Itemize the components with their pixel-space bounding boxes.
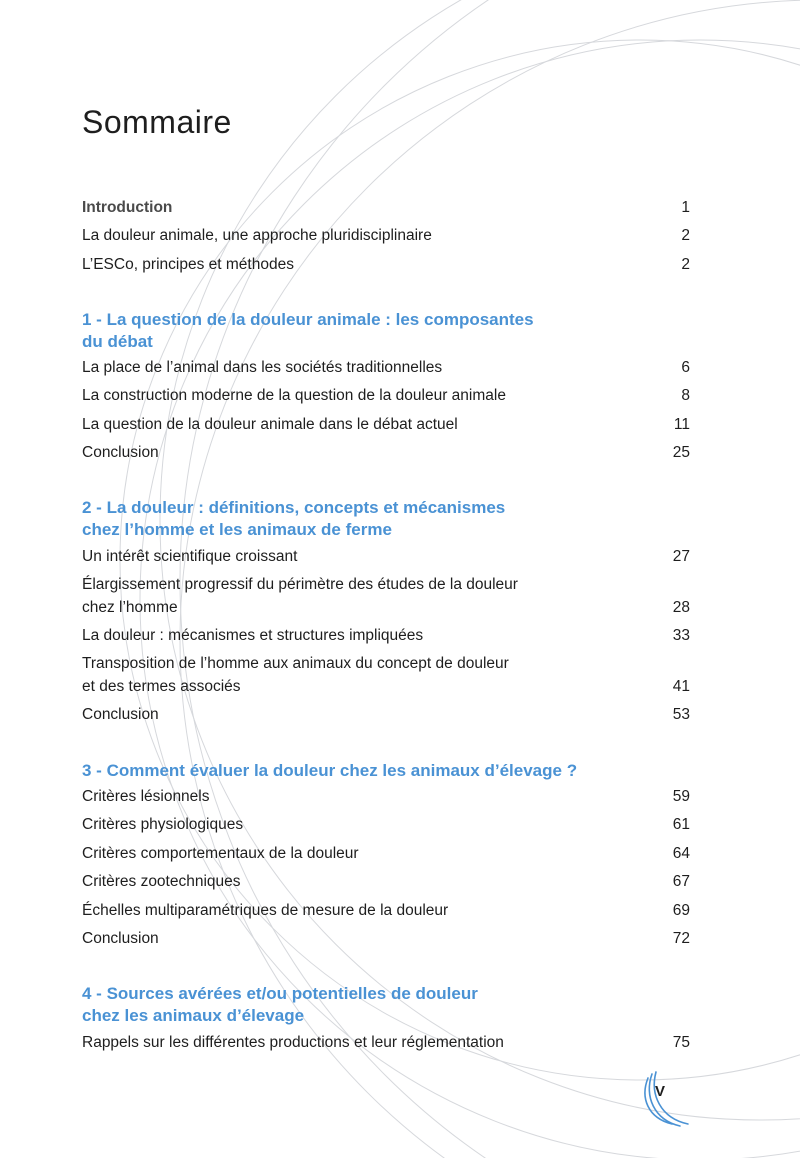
section-number: 3 - [82, 761, 102, 780]
toc-page-number: 61 [672, 816, 690, 833]
toc-entry[interactable] [82, 927, 690, 950]
toc-entry-line: et des termes associés [82, 678, 241, 695]
toc-entry-introduction[interactable] [82, 196, 690, 219]
toc-entry-title: Rappels sur les différentes productions et leur réglementation [82, 1034, 504, 1051]
toc-entry-title: Critères zootechniques [82, 873, 241, 890]
toc-entry[interactable] [82, 785, 690, 808]
section-title-line: chez les animaux d’élevage [82, 1006, 305, 1025]
toc-entry-title: Conclusion [82, 444, 159, 461]
toc-page-number: 25 [672, 444, 690, 461]
toc-entry-title [82, 652, 509, 698]
toc-entry-title: Critères comportementaux de la douleur [82, 845, 359, 862]
toc-page-number: 2 [681, 256, 690, 273]
toc-entry[interactable] [82, 652, 690, 698]
toc-entry[interactable] [82, 573, 690, 619]
toc-entry[interactable] [82, 224, 690, 247]
section-number: 1 - [82, 310, 102, 329]
toc-entry-title: La douleur animale, une approche pluridisciplinaire [82, 227, 432, 244]
toc-entry[interactable] [82, 1031, 690, 1054]
toc-entry-title: Critères physiologiques [82, 816, 244, 833]
toc-page-number: 8 [681, 387, 690, 404]
section-title-line: Comment évaluer la douleur chez les animaux d’élevage ? [106, 761, 578, 780]
toc-page-number: 72 [672, 930, 690, 947]
toc-entry-title: La question de la douleur animale dans le débat actuel [82, 416, 458, 433]
section-title-line: Sources avérées et/ou potentielles de douleur [106, 984, 478, 1003]
toc-entry-title: La construction moderne de la question de la douleur animale [82, 387, 506, 404]
section-heading-2[interactable] [82, 497, 602, 541]
toc-page-number: 2 [681, 227, 690, 244]
toc-entry-line: Élargissement progressif du périmètre des études de la douleur [82, 576, 518, 593]
toc-page-number: 28 [672, 599, 690, 616]
toc-entry-title: Un intérêt scientifique croissant [82, 548, 298, 565]
toc-entry[interactable] [82, 842, 690, 865]
toc-page-number: 27 [672, 548, 690, 565]
toc-entry[interactable] [82, 899, 690, 922]
toc-page-number: 69 [672, 902, 690, 919]
toc-page-number: 41 [672, 678, 690, 695]
toc-entry-title: L’ESCo, principes et méthodes [82, 256, 294, 273]
toc-entry[interactable] [82, 545, 690, 568]
toc-entry[interactable] [82, 253, 690, 276]
toc-entry-line: chez l’homme [82, 599, 178, 616]
toc-page-number: 6 [681, 359, 690, 376]
toc-entry-title: Échelles multiparamétriques de mesure de la douleur [82, 902, 449, 919]
toc-page-number: 64 [672, 845, 690, 862]
section-number: 2 - [82, 498, 102, 517]
toc-entry[interactable] [82, 813, 690, 836]
toc-entry-title: Critères lésionnels [82, 788, 210, 805]
toc-page-number: 67 [672, 873, 690, 890]
page-folio: V [655, 1083, 666, 1100]
toc-entry[interactable] [82, 870, 690, 893]
toc-entry[interactable] [82, 413, 690, 436]
toc-page-number: 33 [672, 627, 690, 644]
toc-entry-title: Introduction [82, 199, 173, 216]
section-title-line: La question de la douleur animale : les composantes [106, 310, 534, 329]
toc-entry[interactable] [82, 703, 690, 726]
toc-entry[interactable] [82, 624, 690, 647]
toc-entry-title [82, 573, 518, 619]
toc-entry-title: La place de l’animal dans les sociétés traditionnelles [82, 359, 443, 376]
toc-page-number: 53 [672, 706, 690, 723]
folio-swirl-icon [645, 1072, 688, 1126]
toc-entry-title: La douleur : mécanismes et structures impliquées [82, 627, 424, 644]
toc-entry[interactable] [82, 356, 690, 379]
toc-entry-title: Conclusion [82, 706, 159, 723]
section-heading-4[interactable] [82, 983, 602, 1027]
toc-page-number: 1 [681, 199, 690, 216]
section-title-line: La douleur : définitions, concepts et mécanismes [106, 498, 506, 517]
toc-entry-title: Conclusion [82, 930, 159, 947]
toc-page-number: 75 [672, 1034, 690, 1051]
section-heading-3[interactable] [82, 760, 602, 782]
section-title-line: du débat [82, 332, 153, 351]
toc-entry-line: Transposition de l’homme aux animaux du concept de douleur [82, 655, 509, 672]
section-number: 4 - [82, 984, 102, 1003]
toc-entry[interactable] [82, 441, 690, 464]
section-title-line: chez l’homme et les animaux de ferme [82, 520, 392, 539]
toc-page-number: 11 [673, 416, 690, 433]
page-title: Sommaire [82, 104, 232, 140]
section-heading-1[interactable] [82, 309, 602, 353]
toc-page-number: 59 [672, 788, 690, 805]
toc-entry[interactable] [82, 384, 690, 407]
